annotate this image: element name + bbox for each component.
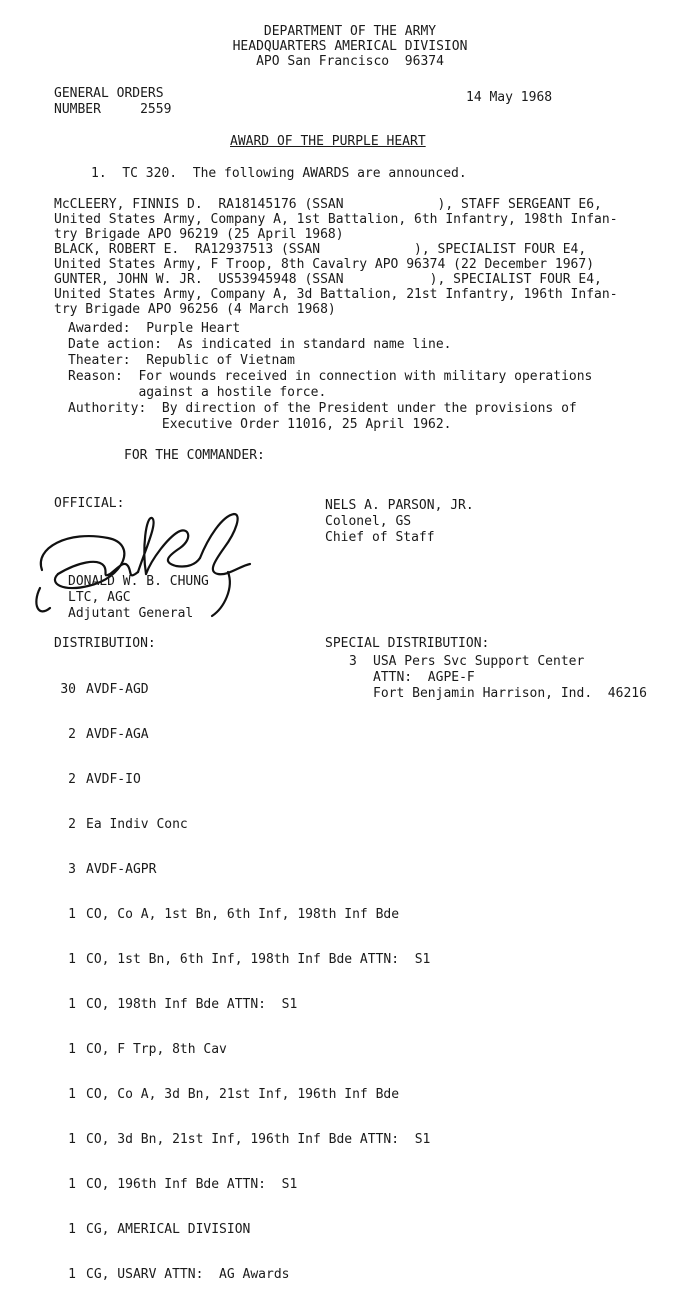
special-distribution-label: SPECIAL DISTRIBUTION:: [325, 636, 490, 651]
distribution-addressee: CO, Co A, 3d Bn, 21st Inf, 196th Inf Bde: [86, 1087, 400, 1102]
detail-theater: Theater: Republic of Vietnam: [68, 353, 295, 368]
distribution-count: 3: [68, 862, 76, 877]
distribution-addressee: AVDF-IO: [86, 772, 141, 787]
recipient-line: try Brigade APO 96219 (25 April 1968): [54, 227, 344, 242]
order-number: NUMBER 2559: [54, 102, 172, 117]
distribution-addressee: CG, AMERICAL DIVISION: [86, 1222, 251, 1237]
distribution-label: DISTRIBUTION:: [54, 636, 156, 651]
distribution-item: [50, 862, 430, 877]
distribution-count: 1: [68, 997, 76, 1012]
general-orders-label: GENERAL ORDERS: [54, 86, 164, 101]
order-date: 14 May 1968: [466, 90, 553, 105]
header-headquarters: HEADQUARTERS AMERICAL DIVISION: [232, 39, 468, 54]
distribution-item: [50, 817, 430, 832]
distribution-count: 2: [68, 772, 76, 787]
distribution-addressee: CO, F Trp, 8th Cav: [86, 1042, 227, 1057]
distribution-count: 1: [68, 1087, 76, 1102]
chief-rank: Colonel, GS: [325, 514, 412, 529]
distribution-item: [50, 952, 430, 967]
detail-reason-cont: against a hostile force.: [68, 385, 327, 400]
recipient-line: United States Army, Company A, 3d Battalion, 21st Infantry, 196th Infan-: [54, 287, 618, 302]
official-title: Adjutant General: [68, 606, 194, 621]
distribution-item: [50, 727, 430, 742]
recipient-line: United States Army, F Troop, 8th Cavalry APO 96374 (22 December 1967): [54, 257, 595, 272]
recipient-line: try Brigade APO 96256 (4 March 1968): [54, 302, 336, 317]
distribution-item: [50, 1222, 430, 1237]
handwritten-signature: [28, 508, 258, 620]
distribution-count: 2: [68, 817, 76, 832]
for-the-commander: FOR THE COMMANDER:: [124, 448, 265, 463]
distribution-item: [50, 1042, 430, 1057]
distribution-addressee: CO, 3d Bn, 21st Inf, 196th Inf Bde ATTN: S1: [86, 1132, 431, 1147]
distribution-count: 1: [68, 1267, 76, 1282]
detail-reason: Reason: For wounds received in connection with military operations: [68, 369, 593, 384]
distribution-addressee: AVDF-AGA: [86, 727, 149, 742]
distribution-addressee: CG, USARV ATTN: AG Awards: [86, 1267, 290, 1282]
recipient-line: McCLEERY, FINNIS D. RA18145176 (SSAN ), STAFF SERGEANT E6,: [54, 197, 602, 212]
special-distribution-line2: ATTN: AGPE-F: [373, 670, 475, 685]
distribution-item: [50, 1132, 430, 1147]
distribution-addressee: AVDF-AGPR: [86, 862, 157, 877]
distribution-addressee: CO, 196th Inf Bde ATTN: S1: [86, 1177, 298, 1192]
distribution-addressee: Ea Indiv Conc: [86, 817, 188, 832]
distribution-addressee: CO, 1st Bn, 6th Inf, 198th Inf Bde ATTN: S1: [86, 952, 431, 967]
special-distribution-line3: Fort Benjamin Harrison, Ind. 46216: [373, 686, 647, 701]
recipient-line: GUNTER, JOHN W. JR. US53945948 (SSAN ), SPECIALIST FOUR E4,: [54, 272, 602, 287]
distribution-count: 1: [68, 1222, 76, 1237]
official-name: DONALD W. B. CHUNG: [68, 574, 209, 589]
distribution-count: 30: [60, 682, 76, 697]
intro-paragraph: 1. TC 320. The following AWARDS are announced.: [91, 166, 467, 181]
distribution-count: 1: [68, 1177, 76, 1192]
distribution-list: [50, 652, 430, 1297]
detail-awarded: Awarded: Purple Heart: [68, 321, 241, 336]
chief-title: Chief of Staff: [325, 530, 435, 545]
distribution-item: [50, 1087, 430, 1102]
official-rank: LTC, AGC: [68, 590, 131, 605]
distribution-item: [50, 772, 430, 787]
special-distribution-count: 3: [349, 654, 357, 669]
detail-authority: Authority: By direction of the President under the provisions of: [68, 401, 577, 416]
distribution-addressee: AVDF-AGD: [86, 682, 149, 697]
distribution-addressee: CO, Co A, 1st Bn, 6th Inf, 198th Inf Bde: [86, 907, 400, 922]
distribution-item: [50, 907, 430, 922]
header-apo: APO San Francisco 96374: [256, 54, 444, 69]
distribution-item: [50, 1267, 430, 1282]
special-distribution-line1: USA Pers Svc Support Center: [373, 654, 585, 669]
distribution-count: 1: [68, 1042, 76, 1057]
distribution-item: [50, 1177, 430, 1192]
chief-name: NELS A. PARSON, JR.: [325, 498, 474, 513]
distribution-item: [50, 997, 430, 1012]
official-label: OFFICIAL:: [54, 496, 125, 511]
detail-authority-cont: Executive Order 11016, 25 April 1962.: [68, 417, 452, 432]
distribution-count: 2: [68, 727, 76, 742]
document-title: AWARD OF THE PURPLE HEART: [230, 134, 426, 149]
recipient-line: United States Army, Company A, 1st Battalion, 6th Infantry, 198th Infan-: [54, 212, 618, 227]
distribution-addressee: CO, 198th Inf Bde ATTN: S1: [86, 997, 298, 1012]
header-department: DEPARTMENT OF THE ARMY: [263, 24, 437, 39]
distribution-count: 1: [68, 907, 76, 922]
recipient-line: BLACK, ROBERT E. RA12937513 (SSAN ), SPECIALIST FOUR E4,: [54, 242, 587, 257]
detail-date-action: Date action: As indicated in standard name line.: [68, 337, 452, 352]
distribution-count: 1: [68, 1132, 76, 1147]
distribution-count: 1: [68, 952, 76, 967]
